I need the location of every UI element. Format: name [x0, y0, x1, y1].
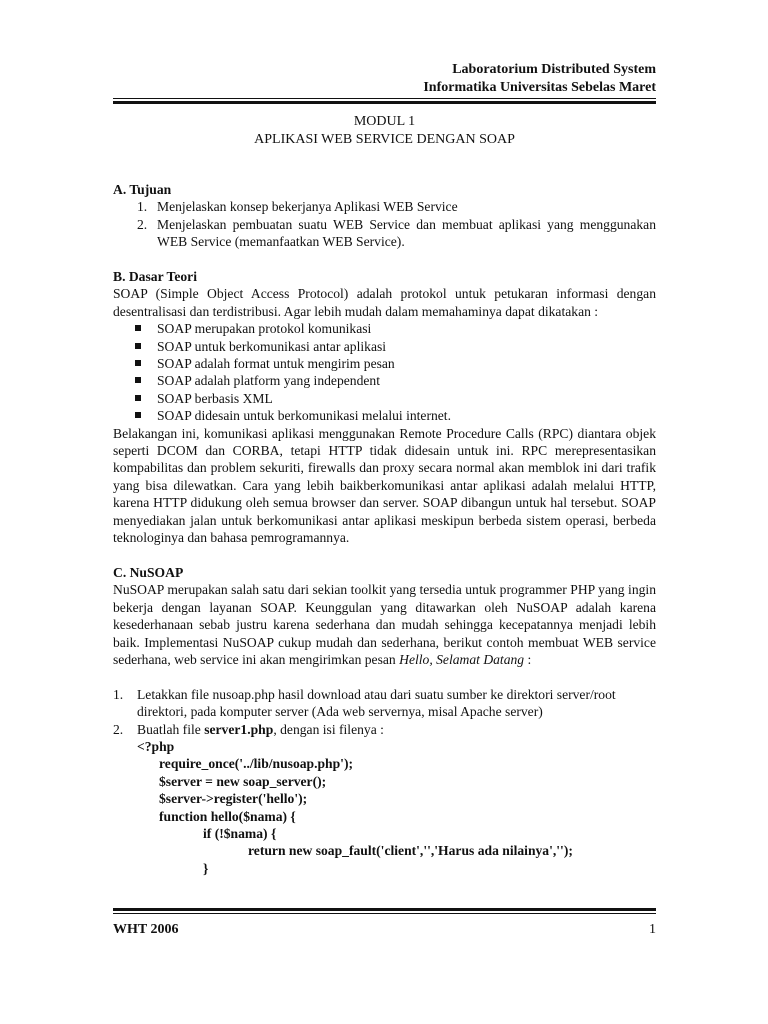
bullet-icon — [135, 395, 141, 401]
code-line: $server = new soap_server(); — [159, 773, 327, 789]
rpc-paragraph: Belakangan ini, komunikasi aplikasi menggunakan Remote Procedure Calls (RPC) diantara objek seperti DCOM dan CORBA, tetapi HTTP tidak didesain untuk ini. RPC merepresentasikan kompabilitas dan problem sekuriti, firewalls dan proxy secara normal akan memblok ini dari trafik yang bisa dilewatkan. Cara yang lebih baikberkomunikasi antar aplikasi adalah melalui HTTP, karena HTTP didukung oleh semua browser dan server. SOAP dibangun untuk hal tersebut. SOAP menyediakan jalan untuk berkomunikasi antar aplikasi meskipun berbeda sistem operasi, berbeda teknologinya dan bahasa pemrogramannya. — [113, 425, 656, 546]
objectives-list — [113, 198, 656, 250]
code-line: require_once('../lib/nusoap.php'); — [159, 756, 354, 772]
document-body — [113, 181, 656, 877]
bullet-icon — [135, 377, 141, 383]
section-a-heading: A. Tujuan — [113, 182, 172, 197]
university-name: Informatika Universitas Sebelas Maret — [423, 79, 656, 95]
footer-author: WHT 2006 — [113, 922, 179, 937]
section-b-heading: B. Dasar Teori — [113, 269, 197, 285]
list-item: SOAP berbasis XML — [113, 390, 656, 407]
code-line: return new soap_fault('client','','Harus ada nilainya',''); — [248, 843, 573, 859]
filename-bold: server1.php — [204, 721, 274, 737]
bullet-icon — [135, 412, 141, 418]
header-rule-thin — [113, 98, 656, 99]
code-line: $server->register('hello'); — [159, 791, 308, 807]
code-line: <?php — [137, 738, 175, 754]
code-line: } — [203, 860, 209, 876]
code-line: function hello($nama) { — [159, 808, 296, 824]
lab-name: Laboratorium Distributed System — [452, 62, 656, 77]
module-number: MODUL 1 — [353, 114, 416, 129]
footer-rule-thin — [113, 913, 656, 914]
bullet-icon — [135, 325, 141, 331]
page-number: 1 — [649, 922, 656, 937]
soap-intro-paragraph: SOAP (Simple Object Access Protocol) adalah protokol untuk petukaran informasi dengan desentralisasi dan terdistribusi. Agar lebih mudah dalam memahaminya dapat dikatakan : — [113, 286, 656, 319]
list-item: SOAP adalah format untuk mengirim pesan — [113, 355, 656, 372]
lab-header — [423, 61, 656, 96]
code-block — [113, 738, 656, 877]
steps-list — [113, 686, 656, 738]
list-item: 2. Buatlah file server1.php, dengan isi filenya : — [113, 721, 384, 737]
module-subtitle: APLIKASI WEB SERVICE DENGAN SOAP — [254, 131, 515, 147]
list-item: SOAP adalah platform yang independent — [113, 372, 656, 389]
footer-rule-thick — [113, 908, 656, 911]
list-item: 2. Menjelaskan pembuatan suatu WEB Service dan membuat aplikasi yang menggunakan WEB Service (memanfaatkan WEB Service). — [137, 216, 656, 250]
bullet-icon — [135, 343, 141, 349]
list-item: SOAP untuk berkomunikasi antar aplikasi — [113, 338, 656, 355]
list-item: SOAP didesain untuk berkomunikasi melalui internet. — [113, 407, 656, 424]
list-item: 1. Letakkan file nusoap.php hasil download atau dari suatu sumber ke direktori server/root direktori, pada komputer server (Ada web servernya, misal Apache server) — [113, 686, 616, 720]
hello-italic-text: Hello, Selamat Datang — [399, 651, 525, 667]
module-title — [113, 113, 656, 148]
header-rule-thick — [113, 101, 656, 104]
nusoap-paragraph: NuSOAP merupakan salah satu dari sekian toolkit yang tersedia untuk programmer PHP yang ingin bekerja dengan layanan SOAP. Keunggulan yang ditawarkan oleh NuSOAP adalah karena kesederhanaan sebab justru karena sederhana dan mudah sehingga kecepatannya menjadi lebih baik. Implementasi NuSOAP cukup mudah dan sederhana, berikut contoh membuat WEB service sederhana, web service ini akan mengirimkan pesan Hello, Selamat Datang : — [113, 582, 656, 667]
list-item: 1. Menjelaskan konsep bekerjanya Aplikasi WEB Service — [137, 199, 458, 215]
code-line: if (!$nama) { — [203, 825, 277, 841]
list-item: SOAP merupakan protokol komunikasi — [113, 320, 656, 337]
section-c-heading: C. NuSOAP — [113, 564, 184, 580]
bullet-icon — [135, 360, 141, 366]
soap-features-list — [113, 320, 656, 424]
